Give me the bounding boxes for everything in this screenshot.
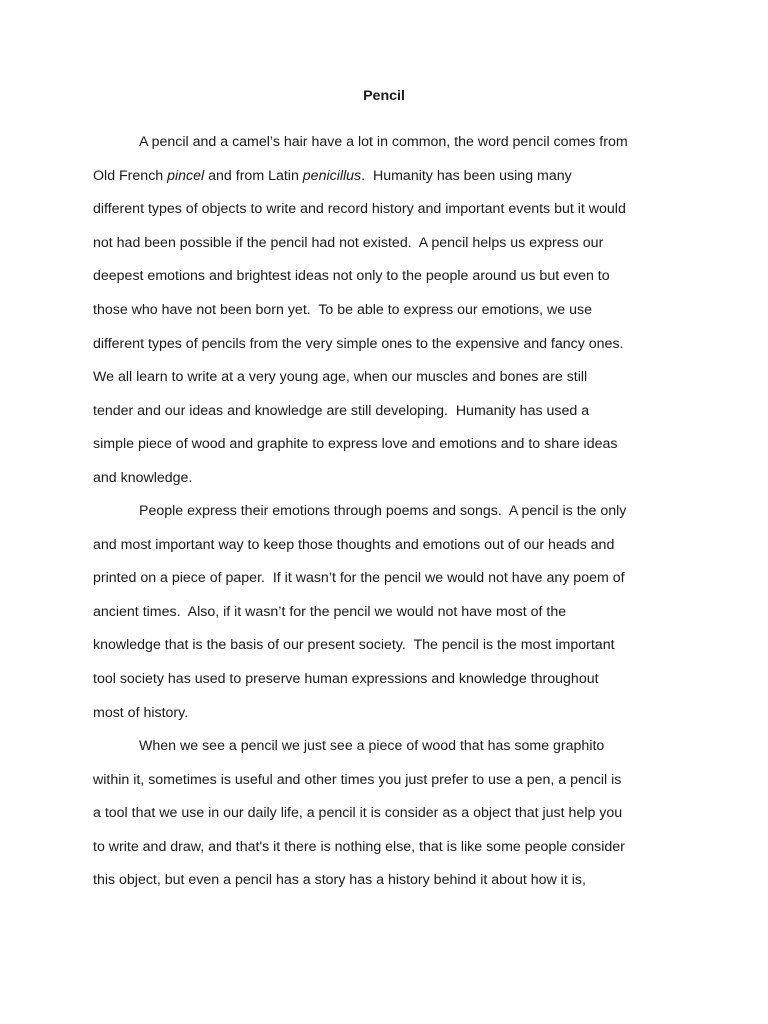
paragraph-line: to write and draw, and that's it there is nothing else, that is like some people consider bbox=[93, 839, 625, 855]
text-run: Old French bbox=[93, 168, 168, 184]
paragraph-line: ancient times. Also, if it wasn’t for the pencil we would not have most of the bbox=[93, 604, 567, 620]
paragraph-line: those who have not been born yet. To be able to express our emotions, we use bbox=[93, 302, 592, 318]
paragraph-line: different types of objects to write and record history and important events but it would bbox=[93, 201, 626, 217]
paragraph-line: A pencil and a camel’s hair have a lot in common, the word pencil comes from bbox=[139, 134, 628, 150]
text-run: . Humanity has been using many bbox=[361, 168, 572, 184]
paragraph-line: People express their emotions through poems and songs. A pencil is the only bbox=[139, 503, 627, 519]
paragraph-line: different types of pencils from the very simple ones to the expensive and fancy ones. bbox=[93, 336, 624, 352]
paragraph-line: this object, but even a pencil has a story has a history behind it about how it is, bbox=[93, 872, 586, 888]
italic-term: pincel bbox=[167, 168, 205, 184]
italic-term: penicillus bbox=[302, 168, 362, 184]
paragraph-line bbox=[93, 167, 572, 185]
text-run: and from Latin bbox=[204, 168, 303, 184]
paragraph-line: We all learn to write at a very young age, when our muscles and bones are still bbox=[93, 369, 588, 385]
paragraph-line: and knowledge. bbox=[93, 470, 193, 486]
document-title: Pencil bbox=[363, 88, 405, 104]
paragraph-line: simple piece of wood and graphite to express love and emotions and to share ideas bbox=[93, 436, 618, 452]
paragraph-line: a tool that we use in our daily life, a pencil it is consider as a object that just help you bbox=[93, 805, 623, 821]
paragraph-line: deepest emotions and brightest ideas not only to the people around us but even to bbox=[93, 268, 610, 284]
paragraph-line: within it, sometimes is useful and other times you just prefer to use a pen, a pencil is bbox=[93, 772, 622, 788]
paragraph-line: tender and our ideas and knowledge are still developing. Humanity has used a bbox=[93, 403, 590, 419]
paragraph-line: When we see a pencil we just see a piece of wood that has some graphito bbox=[139, 738, 605, 754]
paragraph-line: printed on a piece of paper. If it wasn’t for the pencil we would not have any poem of bbox=[93, 570, 625, 586]
paragraph-line: knowledge that is the basis of our present society. The pencil is the most important bbox=[93, 637, 615, 653]
paragraph-line: most of history. bbox=[93, 705, 189, 721]
paragraph-line: not had been possible if the pencil had not existed. A pencil helps us express our bbox=[93, 235, 604, 251]
paragraph-line: tool society has used to preserve human expressions and knowledge throughout bbox=[93, 671, 599, 687]
paragraph-line: and most important way to keep those thoughts and emotions out of our heads and bbox=[93, 537, 615, 553]
